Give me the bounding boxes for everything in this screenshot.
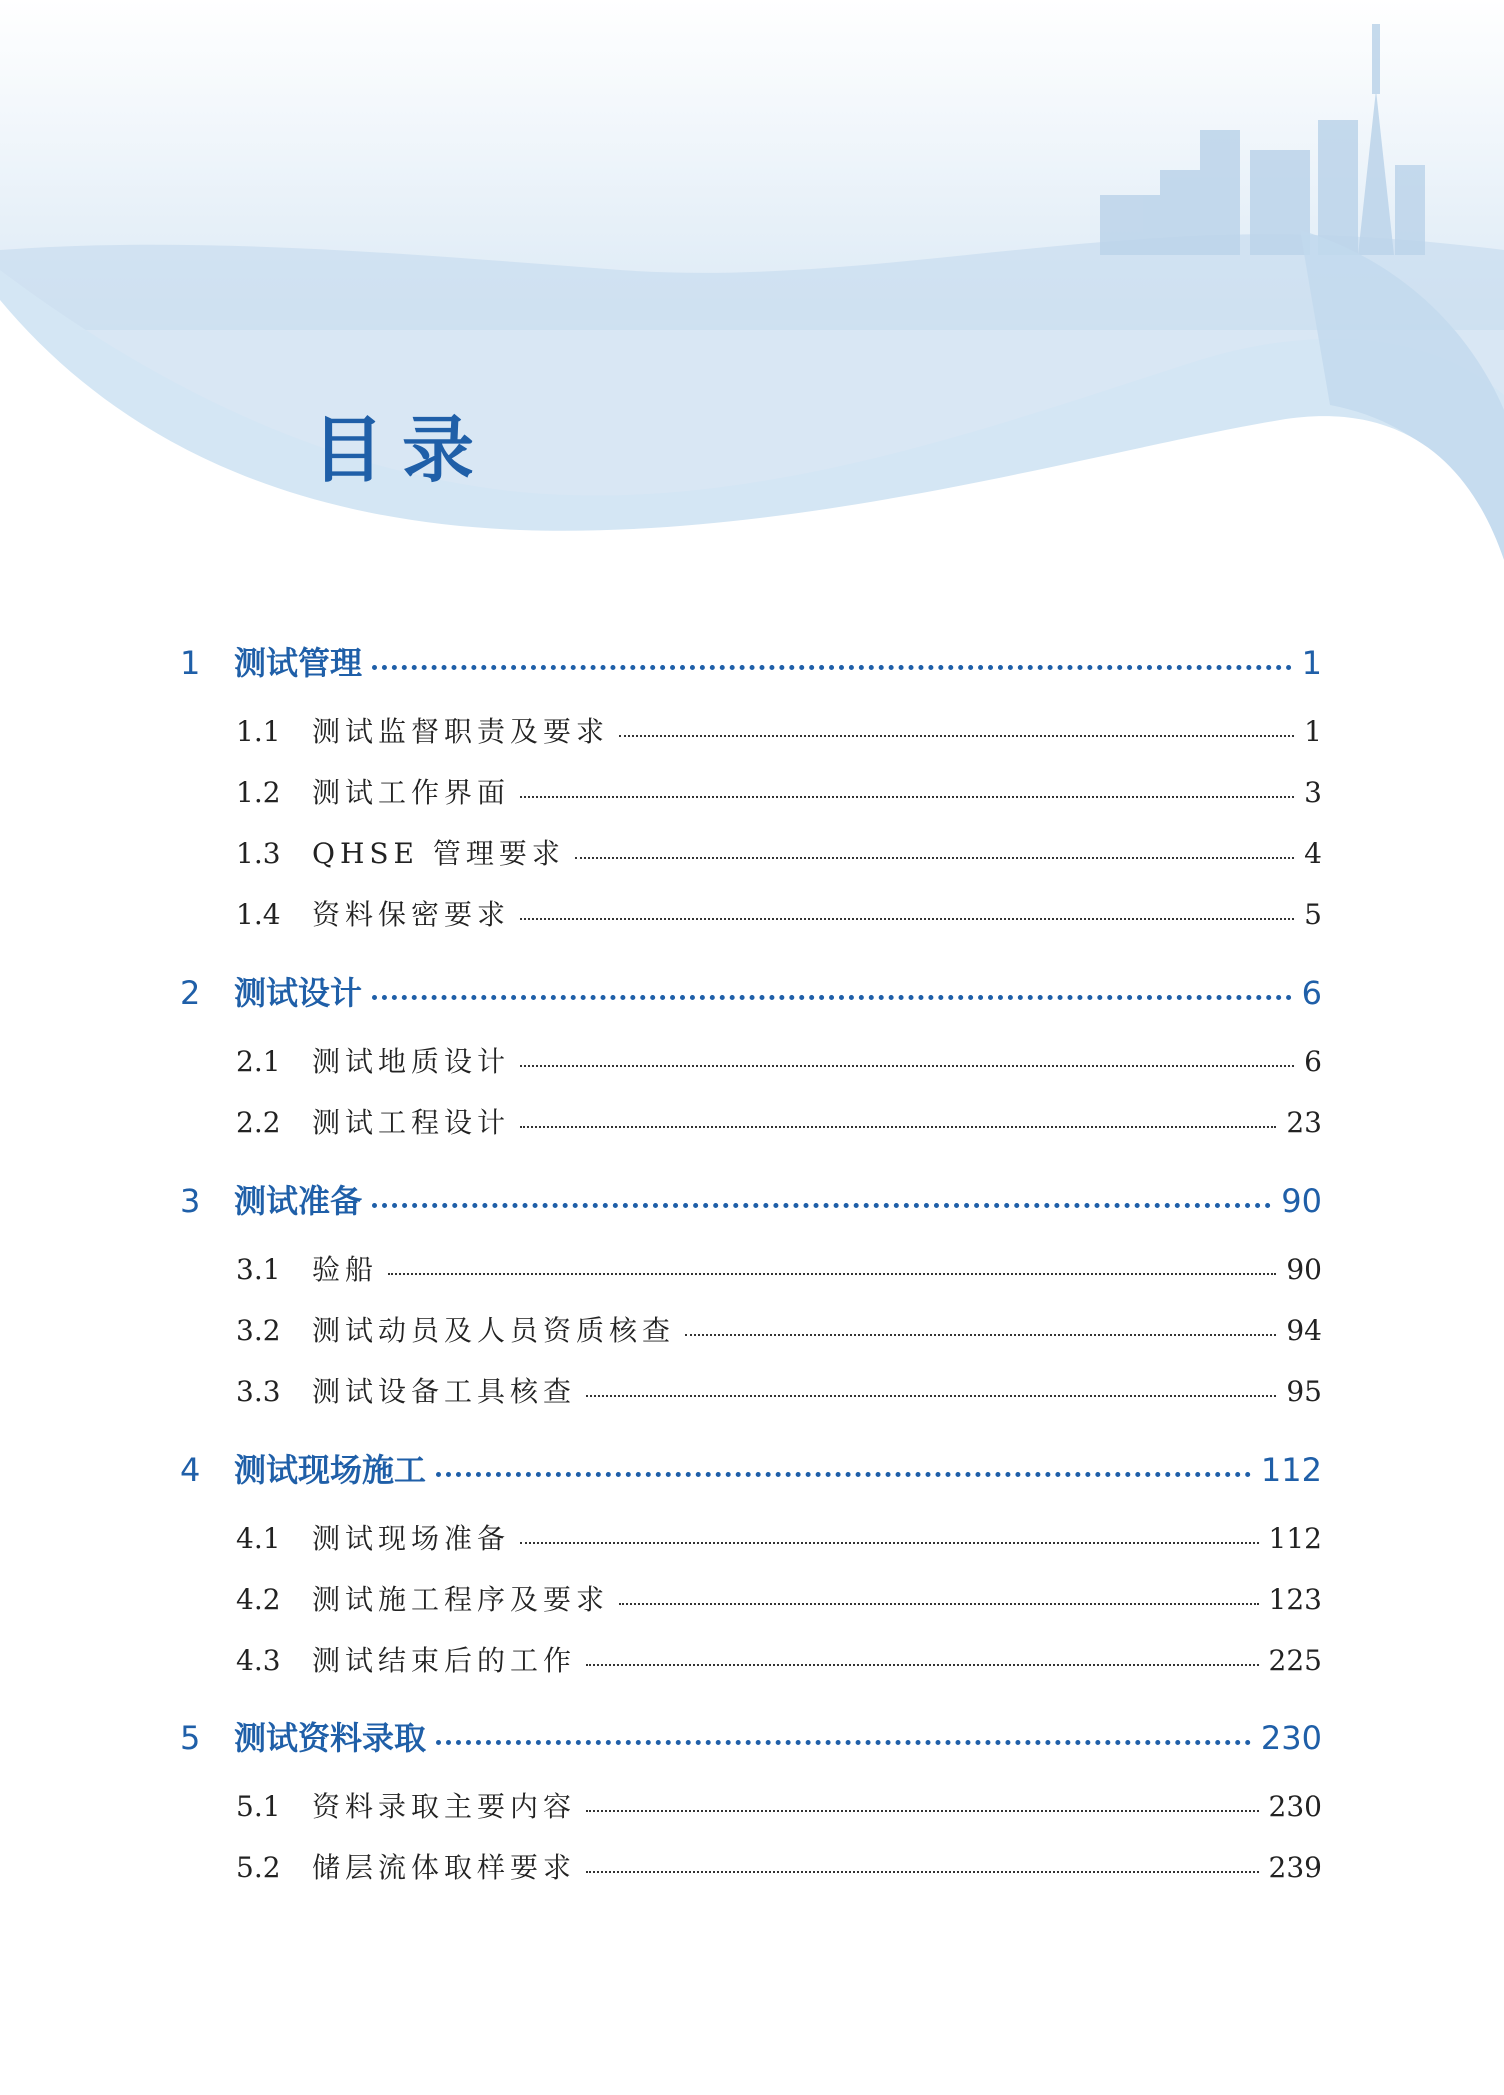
section-page-number: 95 [1286, 1375, 1322, 1408]
dot-leader [586, 1664, 1259, 1666]
chapter-number: 5 [180, 1719, 201, 1757]
dot-leader [575, 857, 1294, 859]
dot-leader [586, 1810, 1259, 1812]
chapter-page-number: 230 [1260, 1719, 1322, 1757]
section-page-number: 230 [1268, 1790, 1322, 1823]
toc-chapter[interactable] [180, 1713, 1322, 1759]
dot-leader [520, 1065, 1294, 1067]
section-number: 3.3 [236, 1375, 281, 1408]
section-number: 1.1 [236, 715, 281, 748]
section-title: 测试工作界面 [312, 776, 511, 809]
section-page-number: 239 [1268, 1851, 1322, 1884]
toc-section[interactable] [236, 1040, 1322, 1080]
dot-leader [372, 665, 1292, 670]
section-title: 储层流体取样要求 [312, 1851, 577, 1884]
toc-section[interactable] [236, 710, 1322, 750]
section-page-number: 4 [1304, 837, 1322, 870]
section-page-number: 1 [1304, 715, 1322, 748]
section-title: 测试设备工具核查 [312, 1375, 577, 1408]
toc-section[interactable] [236, 832, 1322, 872]
toc-section[interactable] [236, 1578, 1322, 1618]
section-number: 1.3 [236, 837, 281, 870]
section-page-number: 225 [1268, 1644, 1322, 1677]
chapter-page-number: 90 [1281, 1182, 1322, 1220]
toc-section[interactable] [236, 1639, 1322, 1679]
section-title: 测试施工程序及要求 [312, 1583, 610, 1616]
toc-chapter[interactable] [180, 1176, 1322, 1222]
section-title: 测试结束后的工作 [312, 1644, 577, 1677]
section-number: 3.1 [236, 1253, 281, 1286]
dot-leader [520, 796, 1294, 798]
dot-leader [372, 1203, 1271, 1208]
chapter-page-number: 1 [1301, 644, 1322, 682]
toc-section[interactable] [236, 1248, 1322, 1288]
chapter-title: 测试设计 [234, 974, 363, 1012]
chapter-title: 测试现场施工 [234, 1451, 427, 1489]
toc-section[interactable] [236, 893, 1322, 933]
chapter-number: 1 [180, 644, 201, 682]
section-number: 4.1 [236, 1522, 281, 1555]
chapter-title: 测试资料录取 [234, 1719, 427, 1757]
dot-leader [372, 995, 1292, 1000]
section-title: 测试动员及人员资质核查 [312, 1314, 676, 1347]
chapter-number: 2 [180, 974, 201, 1012]
section-page-number: 94 [1286, 1314, 1322, 1347]
section-title: 测试监督职责及要求 [312, 715, 610, 748]
section-number: 5.2 [236, 1851, 281, 1884]
dot-leader [586, 1395, 1276, 1397]
dot-leader [436, 1472, 1251, 1477]
dot-leader [685, 1334, 1276, 1336]
chapter-title: 测试准备 [234, 1182, 363, 1220]
section-page-number: 90 [1286, 1253, 1322, 1286]
section-title: QHSE 管理要求 [312, 837, 565, 870]
toc-section[interactable] [236, 1370, 1322, 1410]
toc-chapter[interactable] [180, 638, 1322, 684]
dot-leader [520, 1542, 1259, 1544]
dot-leader [619, 1603, 1259, 1605]
toc-section[interactable] [236, 1846, 1322, 1886]
toc-chapter[interactable] [180, 1445, 1322, 1491]
section-number: 1.4 [236, 898, 281, 931]
dot-leader [388, 1273, 1276, 1275]
section-title: 测试工程设计 [312, 1106, 511, 1139]
section-number: 3.2 [236, 1314, 281, 1347]
dot-leader [436, 1740, 1251, 1745]
toc-section[interactable] [236, 1101, 1322, 1141]
section-title: 资料录取主要内容 [312, 1790, 577, 1823]
section-number: 4.3 [236, 1644, 281, 1677]
section-page-number: 123 [1268, 1583, 1322, 1616]
page-title: 目录 [312, 408, 493, 492]
section-number: 4.2 [236, 1583, 281, 1616]
section-page-number: 5 [1304, 898, 1322, 931]
section-page-number: 23 [1286, 1106, 1322, 1139]
chapter-number: 4 [180, 1451, 201, 1489]
toc-section[interactable] [236, 771, 1322, 811]
chapter-title: 测试管理 [234, 644, 363, 682]
dot-leader [520, 1126, 1276, 1128]
chapter-page-number: 6 [1301, 974, 1322, 1012]
chapter-number: 3 [180, 1182, 201, 1220]
toc-section[interactable] [236, 1517, 1322, 1557]
section-page-number: 6 [1304, 1045, 1322, 1078]
section-number: 5.1 [236, 1790, 281, 1823]
section-title: 测试现场准备 [312, 1522, 511, 1555]
section-title: 测试地质设计 [312, 1045, 511, 1078]
toc-section[interactable] [236, 1309, 1322, 1349]
section-page-number: 3 [1304, 776, 1322, 809]
section-page-number: 112 [1268, 1522, 1322, 1555]
section-number: 2.2 [236, 1106, 281, 1139]
section-number: 1.2 [236, 776, 281, 809]
dot-leader [619, 735, 1294, 737]
chapter-page-number: 112 [1260, 1451, 1322, 1489]
toc-section[interactable] [236, 1785, 1322, 1825]
section-number: 2.1 [236, 1045, 281, 1078]
section-title: 资料保密要求 [312, 898, 511, 931]
dot-leader [586, 1871, 1259, 1873]
toc-chapter[interactable] [180, 968, 1322, 1014]
dot-leader [520, 918, 1294, 920]
section-title: 验船 [312, 1253, 379, 1286]
